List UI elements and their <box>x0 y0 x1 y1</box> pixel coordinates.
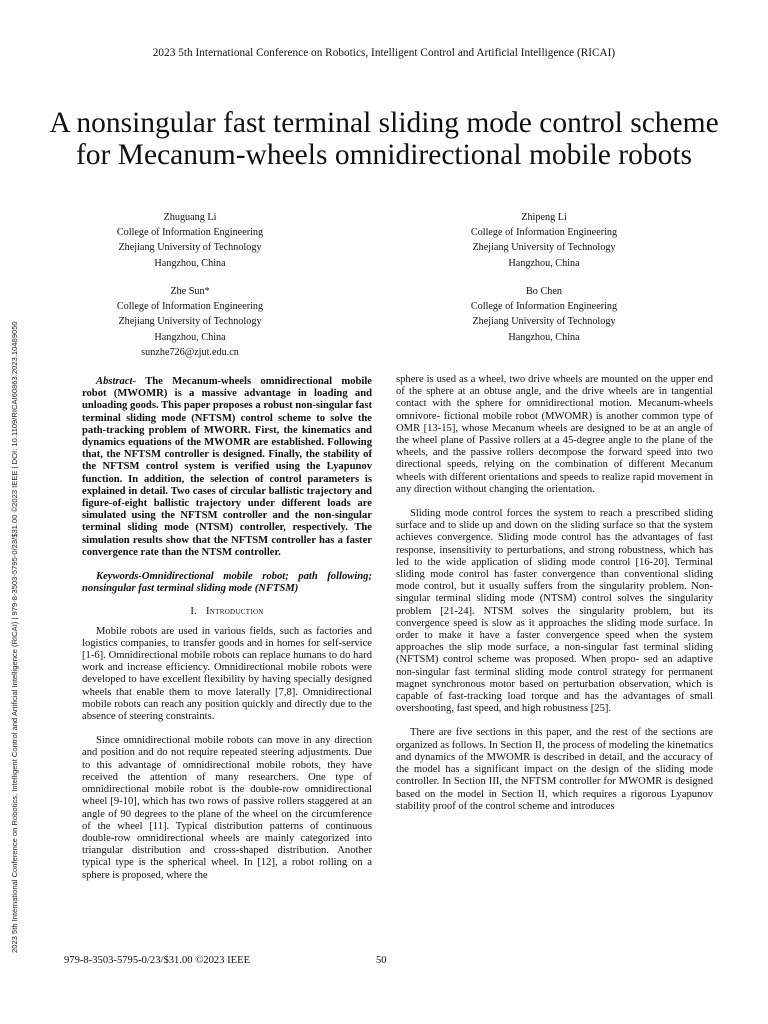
author-university: Zhejiang University of Technology <box>118 242 262 254</box>
abstract-lead: Abstract- <box>96 376 137 387</box>
author-city: Hangzhou, China <box>508 331 580 343</box>
author-name: Zhuguang Li <box>163 212 217 223</box>
author-university: Zhejiang University of Technology <box>472 316 616 328</box>
author-city: Hangzhou, China <box>154 331 226 343</box>
author-email[interactable]: sunzhe726@zjut.edu.cn <box>141 346 239 358</box>
author-city: Hangzhou, China <box>154 257 226 269</box>
left-column <box>82 376 372 882</box>
author-university: Zhejiang University of Technology <box>472 242 616 254</box>
body-paragraph: There are five sections in this paper, and the rest of the sections are organized as follows. In Section II, the process of modeling the kinematics and dynamics of the MWOMR is described in detail, and the accuracy of the model has a significant impact on the design of the sliding mode controller. In Section III, the NFTSM controller for MWOMR is designed based on the model in Section II, which requires a rigorous Lyapunov stability proof of the control scheme and introduces <box>396 727 713 812</box>
doi-sidebar <box>10 206 30 962</box>
author-department: College of Information Engineering <box>116 301 264 313</box>
author-block-4 <box>414 284 674 345</box>
conference-header: 2023 5th International Conference on Robotics, Intelligent Control and Artificial Intelligence (RICAI) <box>152 47 616 59</box>
paper-title: A nonsingular fast terminal sliding mode control scheme for Mecanum-wheels omnidirectional mobile robots <box>49 107 719 171</box>
doi-sidebar-text: 2023 5th International Conference on Robotics, Intelligent Control and Artificial Intelligence (RICAI) | 979-8-3503-5795-0/23/$31.00 ©2023 IEEE | DOI: 10.1109/RICAI60863.2023.10489050 <box>10 321 19 953</box>
body-paragraph: Mobile robots are used in various fields, such as factories and logistics companies, to transfer goods and in homes for self-service [1-6]. Omnidirectional mobile robots can replace humans to do hard work and increase efficiency. Omnidirectional mobile robots were developed to have excellent flexibility by having specially designed wheels that enable them to move laterally [7,8]. Omnidirectional mobile robots can reach any position quickly and directly due to the absence of steering constraints. <box>82 625 372 723</box>
body-paragraph: Sliding mode control forces the system to reach a prescribed sliding surface and to slide up and down on the sliding surface so that the system achieves convergence. Sliding mode control has the advantages of fast response, insensitivity to perturbations, and strong robustness, which has led to the wide application of sliding mode control [16-20]. Terminal sliding mode control has faster convergence than conventional sliding mode control, but it usually suffers from the singularity problem. Non-singular terminal sliding mode (NTSM) control solves the singularity problem [21-24]. NTSM solves the singularity problem, but its convergence speed is slow as it approaches the sliding mode surface. In order to make it have a faster convergence speed when the system approaches the slip mode surface, a non-singular fast terminal sliding (NFTSM) control scheme was proposed. When propo- sed an adaptive non-singular fast terminal sliding mode control strategy for permanent magnet synchronous motor based on perturbation observation, which is capable of fast-tracking load torque and has the advantages of small overshooting, fast speed, and high robustness [25]. <box>396 508 713 715</box>
author-university: Zhejiang University of Technology <box>118 316 262 328</box>
author-block-1 <box>60 210 320 271</box>
body-paragraph: Since omnidirectional mobile robots can move in any direction and position and do not require repeated steering adjustments. Due to this advantage of omnidirectional mobile robots, they have received the attention of many researchers. One type of omnidirectional mobile robot is the double-row omnidirectional wheel [9-10], which has two rows of passive rollers staggered at an angle of 90 degrees to the plane of the wheel on the circumference of the wheel [11]. Typical distribution patterns of continuous double-row omnidirectional wheels are mainly categorized into triangular distribution and cross-shaped distribution. Another typical type is the spherical wheel. In [12], a robot rolling on a sphere is proposed, where the <box>82 735 372 881</box>
author-name: Zhipeng Li <box>521 212 567 223</box>
section-title: Introduction <box>205 606 264 618</box>
author-block-3 <box>60 284 320 360</box>
author-name: Zhe Sun* <box>170 286 210 297</box>
author-city: Hangzhou, China <box>508 257 580 269</box>
author-name: Bo Chen <box>526 286 562 297</box>
page-number: 50 <box>376 955 387 966</box>
footer-copyright: 979-8-3503-5795-0/23/$31.00 ©2023 IEEE <box>64 955 251 966</box>
keywords: Keywords-Omnidirectional mobile robot; path following; nonsingular fast terminal sliding mode (NFTSM) <box>82 571 372 595</box>
body-paragraph: sphere is used as a wheel, two drive wheels are mounted on the upper end of the sphere at an obtuse angle, and the drive wheels are in tangential contact with the sphere for omnidirectional motion. Mecanum-wheels omnivore- fictional mobile robot (MWOMR) is another common type of OMR [13-15], whose Mecanum wheels are designed to be at an angle of the wheel plane of Passive rollers at a 45-degree angle to the plane of the wheels, and the passive rollers decompose the forward speed into two directional speeds, relying on the combination of different Mecanum wheels with different orientations and speeds to realize rapid movement in any direction without changing the orientation. <box>396 374 713 495</box>
author-block-2 <box>414 210 674 271</box>
abstract-text: The Mecanum-wheels omnidirectional mobile robot (MWOMR) is a massive advantage in loading and unloading goods. This paper proposes a robust non-singular fast terminal sliding mode (NFTSM) control scheme to solve the path-tracking problem of MWORR. First, the kinematics and dynamics equations of the MWOMR are established. Following that, the NFTSM controller is designed. Finally, the stability of the NFTSM control system is verified using the Lyapunov function. In addition, the selection of control parameters is explained in detail. Two cases of circular ballistic trajectory and figure-of-eight ballistic trajectory under different loads are simulated using the NFTSM controller and the non-singular terminal sliding mode (NTSM) controller, respectively. The simulation results show that the NFTSM controller has a faster convergence rate than the NTSM controller. <box>82 376 372 558</box>
author-department: College of Information Engineering <box>116 227 264 239</box>
author-department: College of Information Engineering <box>470 301 618 313</box>
section-number: I. <box>190 606 198 618</box>
right-column <box>396 374 713 813</box>
abstract <box>82 376 372 559</box>
section-heading-introduction <box>82 606 372 618</box>
author-department: College of Information Engineering <box>470 227 618 239</box>
